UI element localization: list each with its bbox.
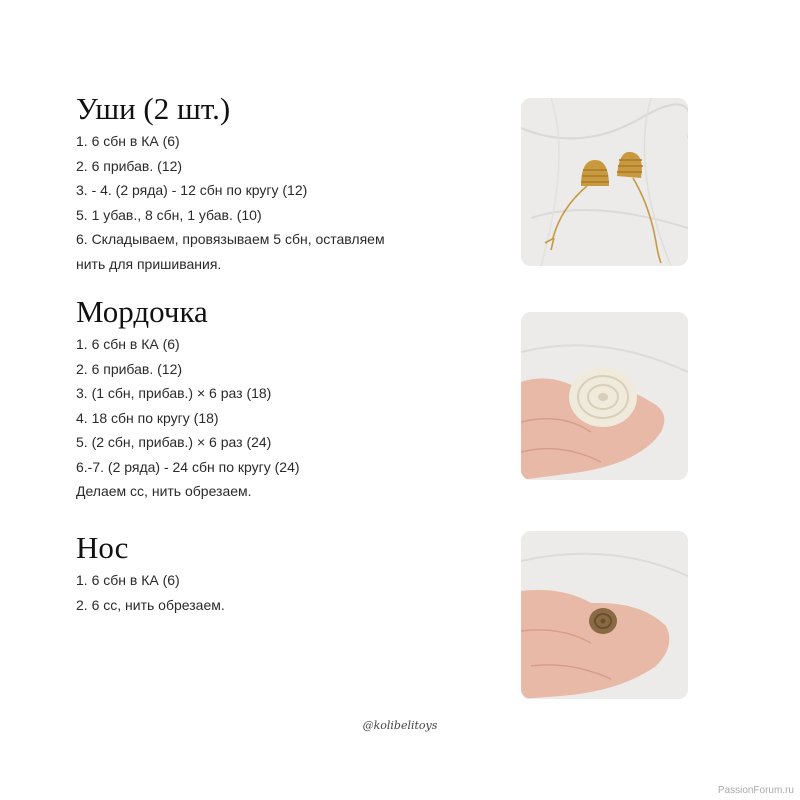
step-item: 2. 6 прибав. (12) (76, 360, 183, 377)
step-item: 6. Складываем, провязываем 5 сбн, оставляем (76, 231, 385, 247)
nose-illustration (521, 531, 688, 699)
section-title: Уши (2 шт.) (76, 91, 231, 126)
section-muzzle (76, 292, 496, 504)
step-list (76, 129, 496, 276)
author-handle: @kolibelitoys (362, 719, 438, 732)
section-ears (76, 89, 496, 276)
step-item: 3. - 4. (2 ряда) - 12 сбн по кругу (12) (76, 182, 308, 198)
step-item: 1. 6 сбн в КА (6) (76, 572, 180, 588)
muzzle-photo (521, 312, 688, 480)
step-item: нить для пришивания. (76, 255, 222, 272)
step-item: Делаем сс, нить обрезаем. (76, 483, 252, 499)
step-item: 5. 1 убав., 8 сбн, 1 убав. (10) (76, 206, 262, 223)
nose-photo (521, 531, 688, 699)
step-list (76, 568, 496, 617)
muzzle-illustration (521, 312, 688, 480)
step-item: 2. 6 прибав. (12) (76, 157, 183, 174)
step-item: 2. 6 сс, нить обрезаем. (76, 596, 225, 613)
ears-photo (521, 98, 688, 266)
step-item: 6.-7. (2 ряда) - 24 сбн по кругу (24) (76, 458, 300, 475)
section-title: Нос (76, 530, 129, 565)
watermark: PassionForum.ru (717, 785, 794, 796)
section-title: Мордочка (76, 294, 208, 329)
section-nose (76, 528, 496, 617)
step-item: 5. (2 сбн, прибав.) × 6 раз (24) (76, 434, 272, 450)
step-list (76, 332, 496, 504)
step-item: 1. 6 сбн в КА (6) (76, 336, 180, 352)
ears-illustration (521, 98, 688, 266)
step-item: 3. (1 сбн, прибав.) × 6 раз (18) (76, 385, 272, 401)
step-item: 1. 6 сбн в КА (6) (76, 133, 180, 149)
step-item: 4. 18 сбн по кругу (18) (76, 409, 219, 426)
